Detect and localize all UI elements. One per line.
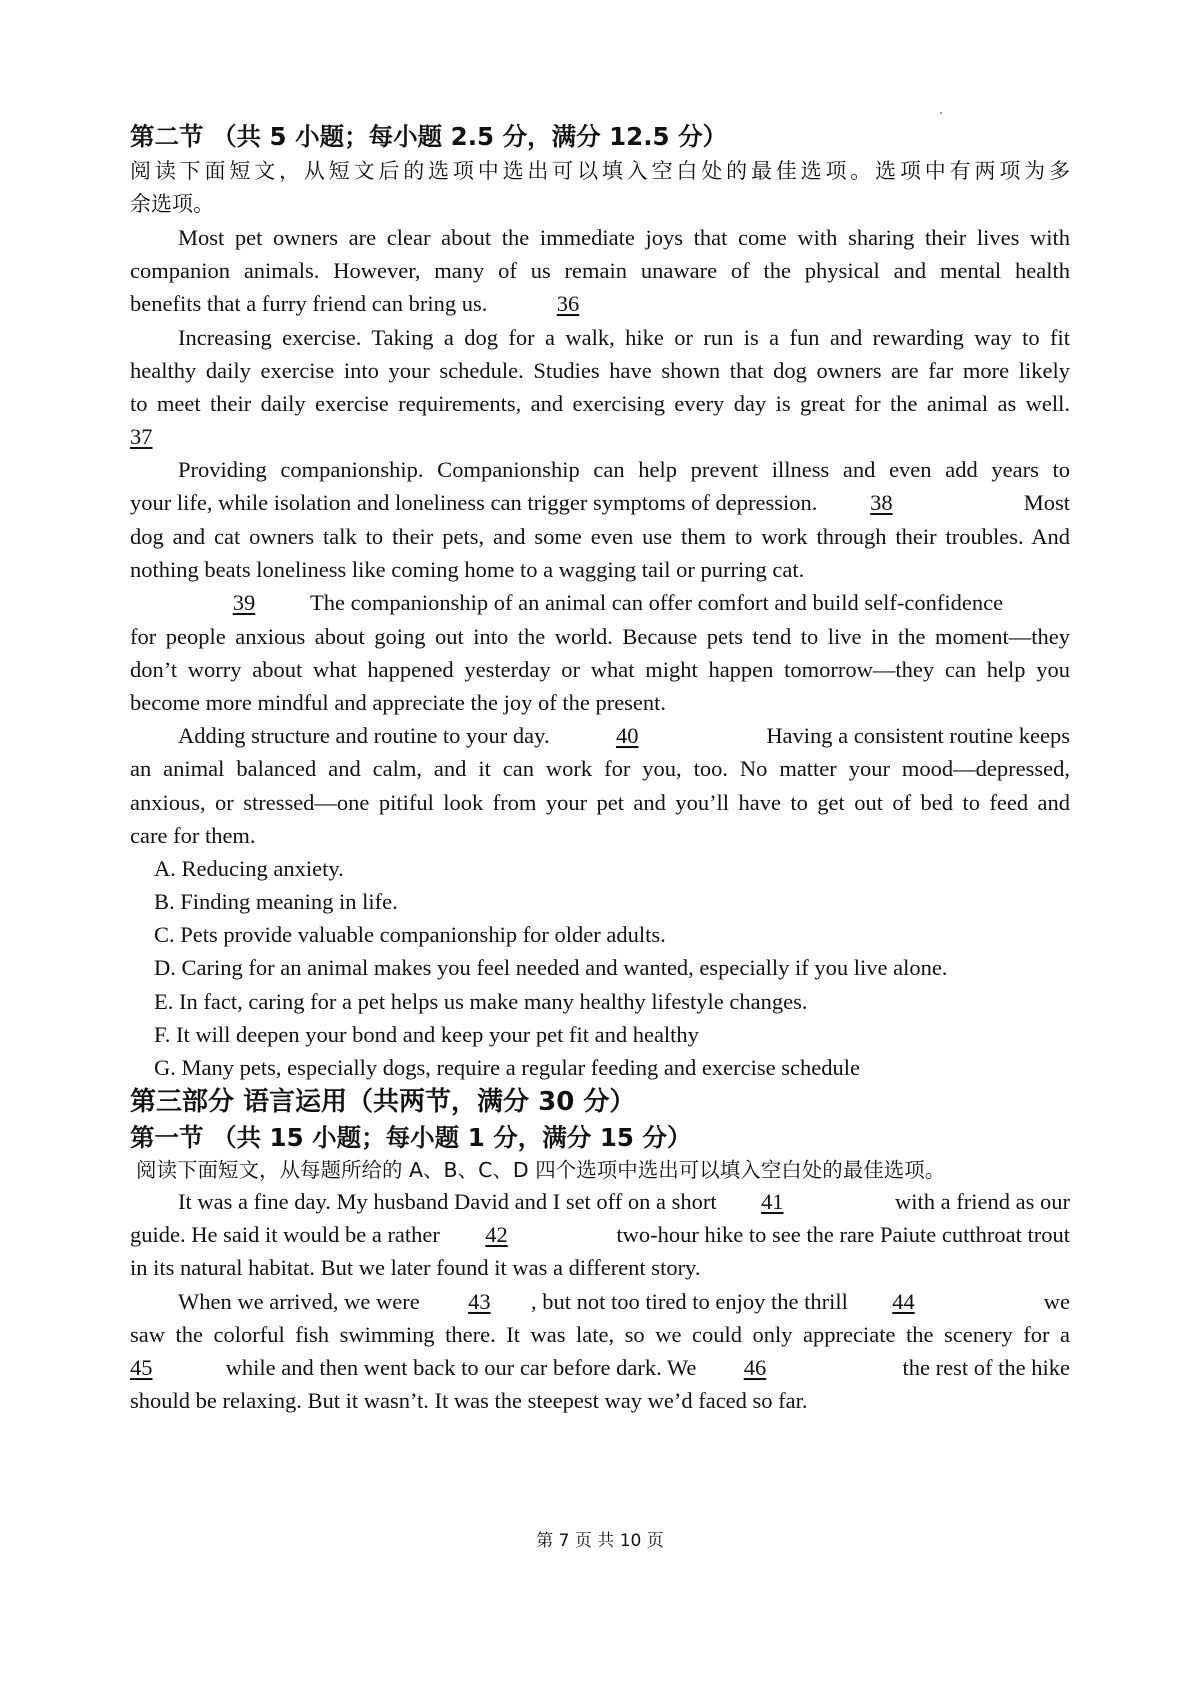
s2-p4-line4: become more mindful and appreciate the joy of the present. (130, 690, 667, 715)
s2-p3-line2 (130, 485, 1070, 521)
p3-p1-line1 (178, 1184, 1070, 1220)
s2-p3-line3: dog and cat owners talk to their pets, and some even use them to work through their troubles. And (130, 524, 1070, 549)
s2-p5-line4: care for them. (130, 823, 256, 848)
p3-p2-line4: should be relaxing. But it wasn’t. It was the steepest way we’d faced so far. (130, 1388, 808, 1413)
p3-p1-line3: in its natural habitat. But we later found it was a different story. (130, 1255, 701, 1280)
blank-39[interactable]: 39 (232, 590, 256, 615)
p3-p1-line1-tail: with a friend as our (895, 1189, 1070, 1214)
p3-p1-line2-text: guide. He said it would be a rather (130, 1222, 440, 1247)
s2-p2-line4 (130, 419, 1070, 455)
s2-p5-line1-tail: Having a consistent routine keeps (766, 723, 1070, 748)
option-e: E. In fact, caring for a pet helps us make many healthy lifestyle changes. (154, 989, 808, 1014)
blank-43[interactable]: 43 (468, 1289, 491, 1314)
s2-p3-line4: nothing beats loneliness like coming home to a wagging tail or purring cat. (130, 557, 805, 582)
s2-p3-line2-text: your life, while isolation and loneliness can trigger symptoms of depression. (130, 490, 818, 515)
s2-p2-line3: to meet their daily exercise requirements, and exercising every day is great for the animal as well. (130, 391, 1070, 416)
blank-46[interactable]: 46 (743, 1355, 767, 1380)
blank-42[interactable]: 42 (485, 1222, 508, 1247)
scan-speck (940, 112, 942, 114)
s2-p4-line2: for people anxious about going out into the world. Because pets tend to live in the moment—they (130, 624, 1070, 649)
option-f: F. It will deepen your bond and keep your pet fit and healthy (154, 1022, 699, 1047)
blank-38[interactable]: 38 (870, 490, 893, 515)
s2-p4-line3: don’t worry about what happened yesterday or what might happen tomorrow—they can help you (130, 657, 1070, 682)
s2-p2-line1: Increasing exercise. Taking a dog for a walk, hike or run is a fun and rewarding way to fit (178, 325, 1070, 350)
section2-instruction-line1: 阅读下面短文，从短文后的选项中选出可以填入空白处的最佳选项。选项中有两项为多 (130, 159, 1070, 183)
p3-p2-line1-text: When we arrived, we were (178, 1289, 420, 1314)
s2-p1-line2: companion animals. However, many of us remain unaware of the physical and mental health (130, 258, 1070, 283)
s2-p5-line1-text: Adding structure and routine to your day. (178, 723, 550, 748)
part3-instruction: 阅读下面短文，从每题所给的 A、B、C、D 四个选项中选出可以填入空白处的最佳选项。 (136, 1158, 946, 1182)
p3-p2-line1 (178, 1284, 1070, 1320)
blank-40[interactable]: 40 (615, 723, 639, 748)
blank-37[interactable]: 37 (130, 424, 153, 449)
p3-p2-line3-text: while and then went back to our car before dark. We (225, 1355, 697, 1380)
option-a: A. Reducing anxiety. (154, 856, 344, 881)
s2-p5-line3: anxious, or stressed—one pitiful look from your pet and you’ll have to get out of bed to feed and (130, 790, 1070, 815)
s2-p2-line2: healthy daily exercise into your schedule. Studies have shown that dog owners are far more likely (130, 358, 1070, 383)
s2-p3-line2-tail: Most (1023, 490, 1070, 515)
s2-p3-line1: Providing companionship. Companionship can help prevent illness and even add years to (178, 457, 1070, 482)
s2-p5-line2: an animal balanced and calm, and it can work for you, too. No matter your mood—depressed, (130, 756, 1070, 781)
part3-heading: 第三部分 语言运用（共两节，满分 30 分） (130, 1087, 636, 1117)
p3-p2-line2: saw the colorful fish swimming there. It was late, so we could only appreciate the scenery for a (130, 1322, 1070, 1347)
blank-36[interactable]: 36 (556, 291, 580, 316)
s2-p1-line3 (130, 286, 1070, 322)
blank-44[interactable]: 44 (892, 1289, 915, 1314)
p3-p2-line1-tail: we (1043, 1289, 1070, 1314)
s2-p1-line3-text: benefits that a furry friend can bring us. (130, 291, 488, 316)
option-g: G. Many pets, especially dogs, require a regular feeding and exercise schedule (154, 1055, 860, 1080)
p3-p1-line1-text: It was a fine day. My husband David and I set off on a short (178, 1189, 717, 1214)
s2-p5-line1 (178, 718, 1070, 754)
s2-p4-line1-text: The companionship of an animal can offer comfort and build self-confidence (310, 590, 1004, 615)
p3-p1-line2-tail: two-hour hike to see the rare Paiute cutthroat trout (616, 1222, 1070, 1247)
blank-45[interactable]: 45 (130, 1355, 153, 1380)
option-d: D. Caring for an animal makes you feel needed and wanted, especially if you live alone. (154, 955, 948, 980)
section2-heading: 第二节 （共 5 小题；每小题 2.5 分，满分 12.5 分） (130, 122, 728, 151)
option-b: B. Finding meaning in life. (154, 889, 398, 914)
page-footer: 第 7 页 共 10 页 (536, 1531, 664, 1551)
blank-41[interactable]: 41 (761, 1189, 784, 1214)
part3-section1-heading: 第一节 （共 15 小题；每小题 1 分，满分 15 分） (130, 1123, 692, 1152)
p3-p1-line2 (130, 1217, 1070, 1253)
s2-p4-line1 (178, 585, 1070, 621)
p3-p2-line3-tail: the rest of the hike (902, 1355, 1070, 1380)
section2-instruction-line2: 余选项。 (130, 192, 214, 216)
p3-p2-line3 (130, 1350, 1070, 1386)
p3-p2-line1-mid: , but not too tired to enjoy the thrill (531, 1289, 848, 1314)
s2-p1-line1: Most pet owners are clear about the immediate joys that come with sharing their lives with (178, 225, 1070, 250)
option-c: C. Pets provide valuable companionship for older adults. (154, 922, 666, 947)
